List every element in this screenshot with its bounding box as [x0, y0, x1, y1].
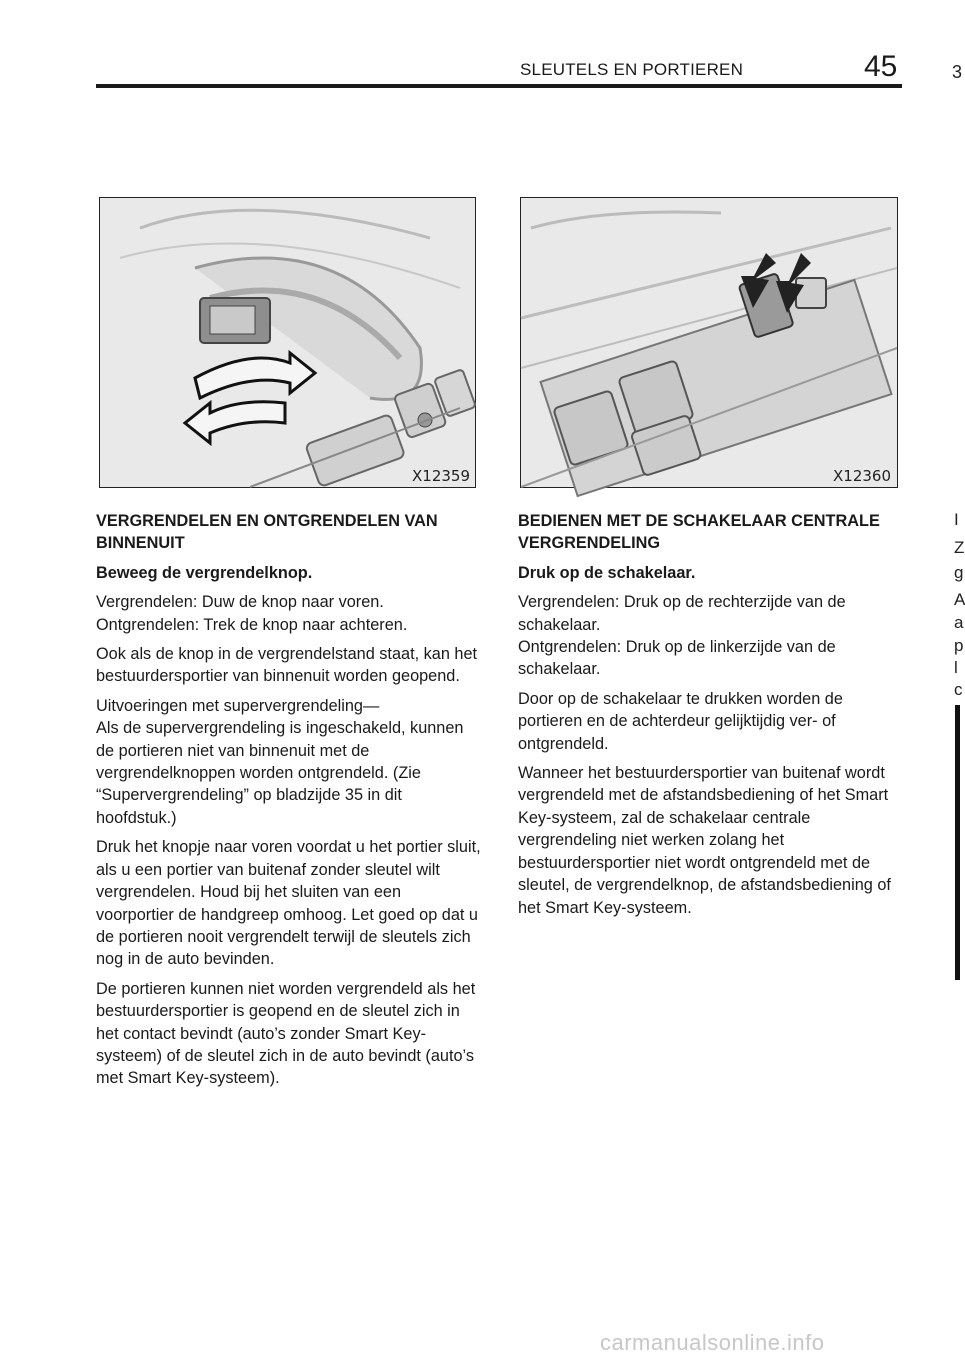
- central-lock-switch-illustration: [520, 197, 898, 488]
- page-number: 45: [864, 50, 898, 83]
- right-unlock-line: Ontgrendelen: Druk op de linkerzijde van de schakelaar.: [518, 638, 836, 679]
- door-lock-knob-illustration: [99, 197, 476, 488]
- edge-letter: Z: [954, 538, 965, 557]
- right-instruction: Druk op de schakelaar.: [518, 563, 696, 582]
- left-instruction: Beweeg de vergrendelknop.: [96, 563, 313, 582]
- edge-letter: I: [954, 510, 959, 529]
- edge-letter: A: [954, 590, 965, 609]
- edge-margin-bar: [955, 705, 960, 980]
- left-paragraph-2: [96, 695, 481, 829]
- edge-letter: g: [954, 563, 964, 582]
- supervergrendeling-intro: Uitvoeringen met supervergrendeling—: [96, 696, 380, 715]
- left-paragraph-3: Druk het knopje naar voren voordat u het portier sluit, als u een portier van buitenaf zonder sleutel wilt vergrendelen. Houd bij het sluiten van een voorportier de handgreep omhoog. Let goed op dat u de portieren nooit vergrendelt terwijl de sleutels zich nog in de auto bevinden.: [96, 838, 481, 969]
- footer-watermark: carmanualsonline.info: [600, 1330, 825, 1355]
- right-paragraph-1: Door op de schakelaar te drukken worden de portieren en de achterdeur gelijktijdig ver- of ontgrendeld.: [518, 689, 843, 753]
- figure-label-left: X12359: [412, 467, 470, 485]
- right-heading: BEDIENEN MET DE SCHAKELAAR CENTRALE VERGRENDELING: [518, 512, 880, 553]
- figure-label-right: X12360: [833, 467, 891, 485]
- lock-knob-drawing: [100, 198, 475, 487]
- edge-letter: p: [954, 636, 964, 655]
- supervergrendeling-body: Als de supervergrendeling is ingeschakeld, kunnen de portieren niet van binnenuit met de vergrendelknoppen worden ontgrendeld. (Zie “Supervergrendeling” op bladzijde 35 in dit hoofdstuk.): [96, 719, 464, 827]
- edge-letter: c: [954, 680, 963, 699]
- left-unlock-line: Ontgrendelen: Trek de knop naar achteren.: [96, 615, 408, 634]
- right-action-lines: [518, 591, 903, 681]
- edge-letter: l: [954, 658, 958, 677]
- section-title: SLEUTELS EN PORTIEREN: [520, 60, 744, 79]
- right-paragraph-2: Wanneer het bestuurdersportier van buitenaf wordt vergrendeld met de afstandsbediening of het Smart Key-systeem, zal de schakelaar centrale vergrendeling niet werken zolang het bestuurdersportier niet wordt ontgrendeld met de sleutel, de vergrendelknop, de afstandsbediening of het Smart Key-systeem.: [518, 764, 891, 917]
- left-lock-line: Vergrendelen: Duw de knop naar voren.: [96, 593, 384, 612]
- header-rule: [96, 84, 902, 88]
- lock-switch-drawing: [521, 198, 897, 487]
- left-paragraph-1: Ook als de knop in de vergrendelstand staat, kan het bestuurdersportier van binnenuit worden geopend.: [96, 645, 478, 686]
- right-text-column: [518, 510, 903, 926]
- right-lock-line: Vergrendelen: Druk op de rechterzijde van de schakelaar.: [518, 593, 846, 634]
- left-paragraph-4: De portieren kunnen niet worden vergrendeld als het bestuurdersportier is geopend en de sleutel zich in het contact bevindt (auto’s zonder Smart Key-systeem) of de sleutel zich in de auto bevindt (auto’s met Smart Key-systeem).: [96, 979, 476, 1088]
- left-heading: VERGRENDELEN EN ONTGRENDELEN VAN BINNENUIT: [96, 512, 438, 553]
- page-edge-char: 3: [952, 62, 963, 82]
- left-action-lines: [96, 591, 481, 636]
- edge-letter: a: [954, 613, 964, 632]
- left-text-column: [96, 510, 481, 1097]
